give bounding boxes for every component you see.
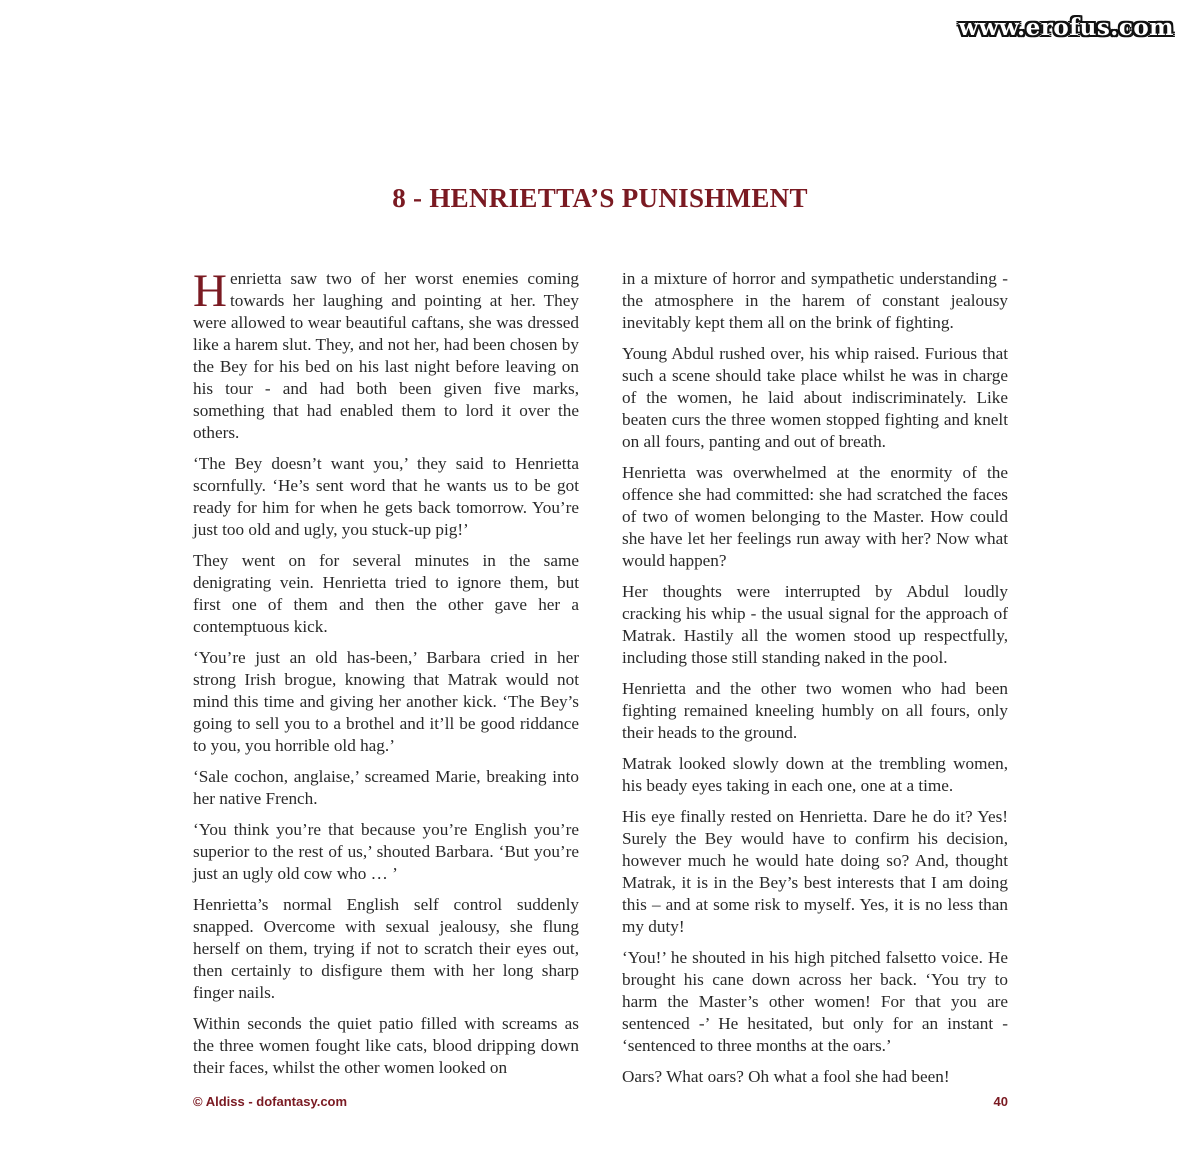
right-paragraph-6: Matrak looked slowly down at the trembling women, his beady eyes taking in each one, one at a time. <box>622 754 1008 795</box>
copyright-footer: © Aldiss - dofantasy.com <box>193 1094 348 1109</box>
right-paragraph-9: Oars? What oars? Oh what a fool she had been! <box>622 1067 950 1086</box>
right-paragraph-1: in a mixture of horror and sympathetic understanding - the atmosphere in the harem of constant jealousy inevitably kept them all on the brink of fighting. <box>622 269 1008 332</box>
right-column <box>622 268 1008 1097</box>
left-column <box>193 265 579 1088</box>
left-paragraph-0 <box>193 265 579 444</box>
drop-cap: H <box>193 265 227 317</box>
right-paragraph-7: His eye finally rested on Henrietta. Dare he do it? Yes! Surely the Bey would have to confirm his decision, however much he would hate doing so? And, thought Matrak, it is in the Bey’s best interests that I am doing this – and at some risk to myself. Yes, it is no less than my duty! <box>622 807 1008 936</box>
watermark: www.erofus.com <box>958 14 1174 41</box>
left-paragraph-6: Henrietta’s normal English self control suddenly snapped. Overcome with sexual jealousy, she flung herself on them, trying if not to scratch their eyes out, then certainly to disfigure them with her long sharp finger nails. <box>193 895 579 1002</box>
right-paragraph-5: Henrietta and the other two women who had been fighting remained kneeling humbly on all fours, only their heads to the ground. <box>622 679 1008 742</box>
left-paragraph-3: ‘You’re just an old has-been,’ Barbara cried in her strong Irish brogue, knowing that Matrak would not mind this time and giving her another kick. ‘The Bey’s going to sell you to a brothel and it’ll be good riddance to you, you horrible old hag.’ <box>193 648 579 755</box>
left-paragraph-5: ‘You think you’re that because you’re English you’re superior to the rest of us,’ shouted Barbara. ‘But you’re just an ugly old cow who … ’ <box>193 820 579 883</box>
right-paragraph-4: Her thoughts were interrupted by Abdul loudly cracking his whip - the usual signal for the approach of Matrak. Hastily all the women stood up respectfully, including those still standing naked in the pool. <box>622 582 1008 667</box>
left-paragraph-0-text: enrietta saw two of her worst enemies coming towards her laughing and pointing at her. They were allowed to wear beautiful caftans, she was dressed like a harem slut. They, and not her, had been chosen by the Bey for his bed on his last night before leaving on his tour - and had both been given five marks, something that had enabled them to lord it over the others. <box>193 269 579 442</box>
right-paragraph-8: ‘You!’ he shouted in his high pitched falsetto voice. He brought his cane down across her back. ‘You try to harm the Master’s other women! For that you are sentenced -’ He hesitated, but only for an instant - ‘sentenced to three months at the oars.’ <box>622 948 1008 1055</box>
left-paragraph-2: They went on for several minutes in the same denigrating vein. Henrietta tried to ignore them, but first one of them and then the other gave her a contemptuous kick. <box>193 551 579 636</box>
right-paragraph-3: Henrietta was overwhelmed at the enormity of the offence she had committed: she had scratched the faces of two of women belonging to the Master. How could she have let her feelings run away with her? Now what would happen? <box>622 463 1008 570</box>
page-number: 40 <box>993 1094 1008 1109</box>
right-paragraph-2: Young Abdul rushed over, his whip raised. Furious that such a scene should take place whilst he was in charge of the women, he laid about indiscriminately. Like beaten curs the three women stopped fighting and knelt on all fours, panting and out of breath. <box>622 344 1008 451</box>
left-paragraph-1: ‘The Bey doesn’t want you,’ they said to Henrietta scornfully. ‘He’s sent word that he wants us to be got ready for him for when he gets back tomorrow. You’re just too old and ugly, you stuck-up pig!’ <box>193 454 579 539</box>
left-paragraph-4: ‘Sale cochon, anglaise,’ screamed Marie, breaking into her native French. <box>193 767 579 808</box>
left-paragraph-7: Within seconds the quiet patio filled with screams as the three women fought like cats, blood dripping down their faces, whilst the other women looked on <box>193 1014 579 1077</box>
chapter-title: 8 - HENRIETTA’S PUNISHMENT <box>392 183 808 213</box>
